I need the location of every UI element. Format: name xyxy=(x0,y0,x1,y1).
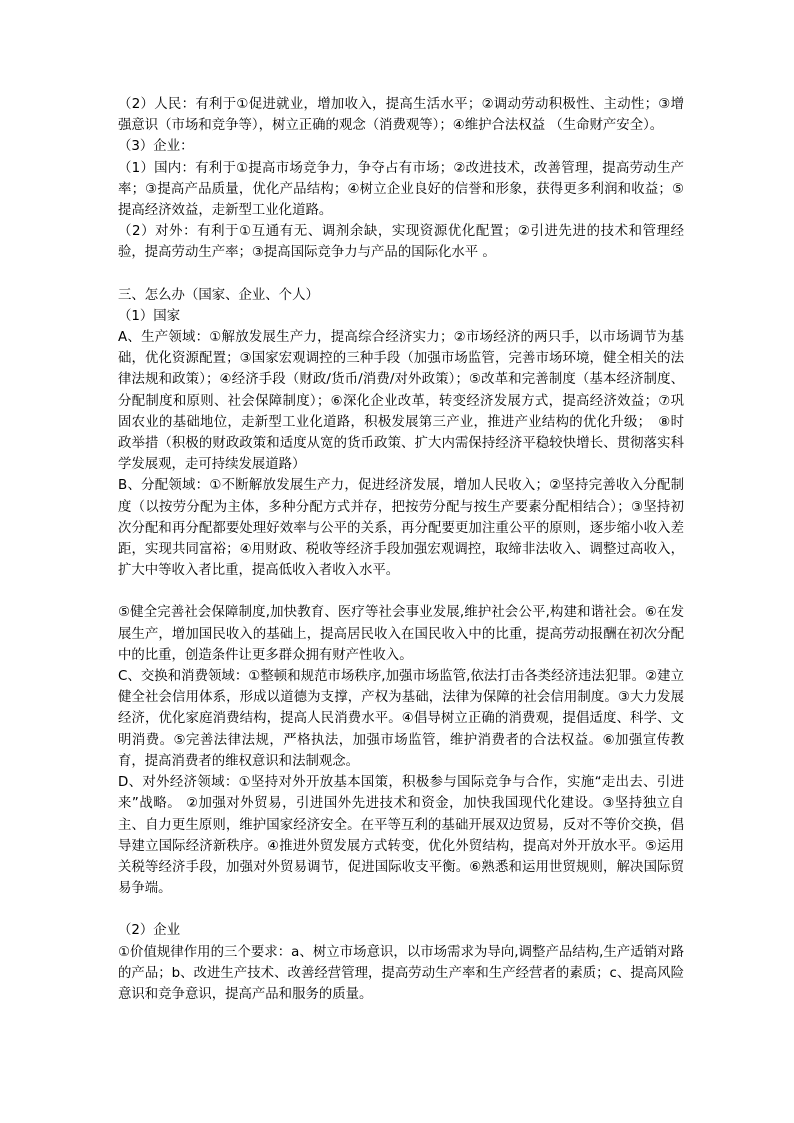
blank-line xyxy=(118,264,684,285)
document-body xyxy=(118,94,684,1005)
paragraph-production: A、生产领域：①解放发展生产力，提高综合经济实力；②市场经济的两只手，以市场调节为基础，优化资源配置；③国家宏观调控的三种手段（加强市场监管，完善市场环境，健全相关的法律法规和政策）；④经济手段（财政/货币/消费/对外政策）；⑤改革和完善制度（基本经济制度、分配制度和原则、社会保障制度）；⑥深化企业改革，转变经济发展方式，提高经济效益；⑦巩固农业的基础地位，走新型工业化道路，积极发展第三产业，推进产业结构的优化升级； ⑧时政举措（积极的财政政策和适度从宽的货币政策、扩大内需保持经济平稳较快增长、贯彻落实科学发展观，走可持续发展道路） xyxy=(118,330,684,473)
heading-enterprise: （3）企业： xyxy=(118,139,194,155)
paragraph-distribution: B、分配领域：①不断解放发展生产力，促进经济发展，增加人民收入；②坚持完善收入分配制度（以按劳分配为主体，多种分配方式并存，把按劳分配与按生产要素分配相结合）；③坚持初次分配和再分配都要处理好效率与公平的关系，再分配要更加注重公平的原则，逐步缩小收入差距，实现共同富裕；④用财政、税收等经济手段加强宏观调控，取缔非法收入、调整过高收入，扩大中等收入者比重，提高低收入者收入水平。 xyxy=(118,478,684,579)
blank-line xyxy=(118,899,684,920)
paragraph-people-benefits: （2）人民：有利于①促进就业，增加收入，提高生活水平；②调动劳动积极性、主动性；③增强意识（市场和竞争等），树立正确的观念（消费观等）；④维护合法权益 （生命财产安全）。 xyxy=(118,97,684,134)
heading-enterprise-2: （2）企业 xyxy=(118,923,181,939)
paragraph-value-law: ①价值规律作用的三个要求：a、树立市场意识，以市场需求为导向,调整产品结构,生产适销对路的产品；b、改进生产技术、改善经营管理，提高劳动生产率和生产经营者的素质；c、提高风险意识和竞争意识，提高产品和服务的质量。 xyxy=(118,944,684,1002)
paragraph-foreign: （2）对外：有利于①互通有无、调剂余缺，实现资源优化配置；②引进先进的技术和管理经验，提高劳动生产率；③提高国际竞争力与产品的国际化水平 。 xyxy=(118,224,684,261)
paragraph-exchange-consumption: C、交换和消费领域：①整顿和规范市场秩序,加强市场监管,依法打击各类经济违法犯罪。②建立健全社会信用体系，形成以道德为支撑，产权为基础，法律为保障的社会信用制度。③大力发展经济，优化家庭消费结构，提高人民消费水平。④倡导树立正确的消费观，提倡适度、科学、文明消费。⑤完善法律法规，严格执法，加强市场监管，维护消费者的合法权益。⑥加强宣传教育，提高消费者的维权意识和法制观念。 xyxy=(118,669,684,769)
paragraph-domestic: （1）国内：有利于①提高市场竞争力，争夺占有市场；②改进技术，改善管理，提高劳动生产率；③提高产品质量，优化产品结构；④树立企业良好的信誉和形象，获得更多利润和收益；⑤提高经济效益，走新型工业化道路。 xyxy=(118,160,684,219)
blank-line xyxy=(118,581,684,602)
heading-state: （1）国家 xyxy=(118,308,181,324)
paragraph-social-security: ⑤健全完善社会保障制度,加快教育、医疗等社会事业发展,维护社会公平,构建和谐社会。⑥在发展生产，增加国民收入的基础上，提高居民收入在国民收入中的比重，提高劳动报酬在初次分配中的比重，创造条件让更多群众拥有财产性收入。 xyxy=(118,605,684,663)
section-heading-what-to-do: 三、怎么办（国家、企业、个人） xyxy=(118,287,319,303)
paragraph-foreign-economy: D、对外经济领域：①坚持对外开放基本国策，积极参与国际竞争与合作，实施“走出去、引进来”战略。 ②加强对外贸易，引进国外先进技术和资金，加快我国现代化建设。③坚持独立自主、自力更生原则，维护国家经济安全。在平等互利的基础开展双边贸易，反对不等价交换，倡导建立国际经济新秩序。④推进外贸发展方式转变，优化外贸结构，提高对外开放水平。⑤运用关税等经济手段，加强对外贸易调节，促进国际收支平衡。⑥熟悉和运用世贸规则，解决国际贸易争端。 xyxy=(118,775,684,897)
